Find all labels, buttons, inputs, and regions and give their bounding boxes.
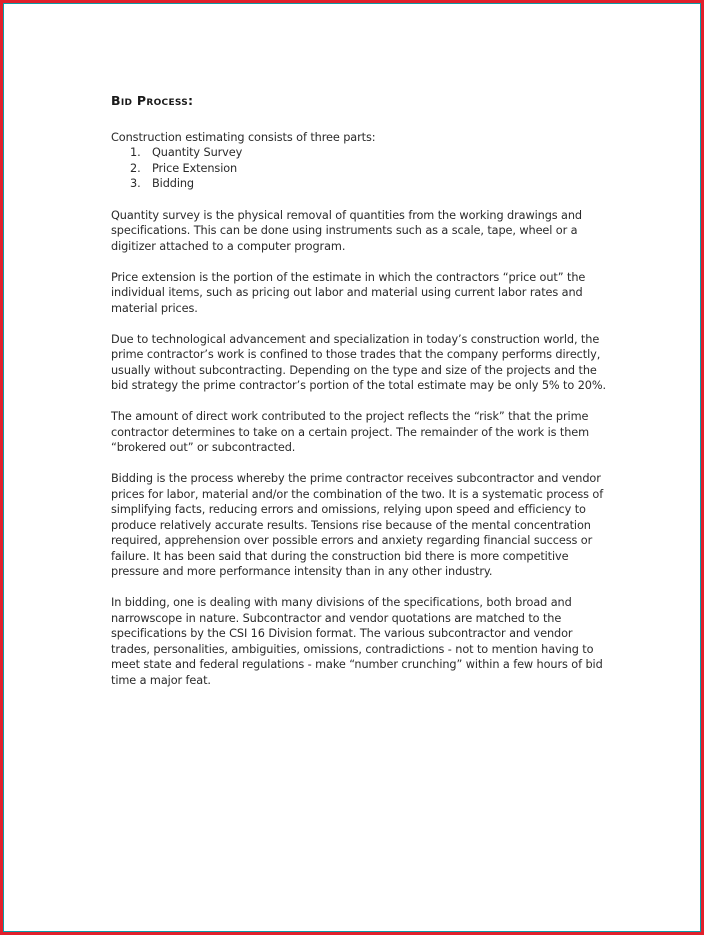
paragraph-direct-work: The amount of direct work contributed to the project reflects the “risk” that the prime contractor determines to take on a certain project. The remainder of the work is them “brokered out” or subcontracted.: [111, 410, 590, 454]
paragraph-specialization: Due to technological advancement and specialization in today’s construction world, the prime contractor’s work is confined to those trades that the company performs directly, usually without subcontracting. Depending on the type and size of the projects and the bid strategy the prime contractor’s portion of the total estimate may be only 5% to 20%.: [111, 332, 606, 392]
paragraph-bidding: Bidding is the process whereby the prime contractor receives subcontractor and vendor prices for labor, material and/or the combination of the two. It is a systematic process of simplifying facts, reducing errors and omissions, relying upon speed and efficiency to produce relatively accurate results. Tensions rise because of the mental concentration required, apprehension over possible errors and anxiety regarding financial success or failure. It has been said that during the construction bid there is more competitive pressure and more performance intensity than in any other industry.: [111, 472, 604, 578]
intro-text: Construction estimating consists of three parts:: [111, 130, 376, 144]
parts-list: [111, 145, 611, 192]
list-item-number: 2.: [130, 161, 141, 175]
paragraph-divisions: In bidding, one is dealing with many divisions of the specifications, both broad and narrowscope in nature. Subcontractor and vendor quotations are matched to the specifications by the CSI 16 Division format. The various subcontractor and vendor trades, personalities, ambiguities, omissions, contradictions - not to mention having to meet state and federal regulations - make “number crunching” within a few hours of bid time a major feat.: [111, 596, 603, 687]
list-item-number: 3.: [130, 177, 141, 190]
paragraph-price-extension: Price extension is the portion of the estimate in which the contractors “price out” the individual items, such as pricing out labor and material using current labor rates and material prices.: [111, 270, 586, 315]
document-page: [111, 93, 611, 704]
page-title: Bid Process:: [111, 93, 194, 108]
paragraph-quantity-survey: Quantity survey is the physical removal of quantities from the working drawings and specifications. This can be done using instruments such as a scale, tape, wheel or a digitizer attached to a computer program.: [111, 208, 583, 253]
list-item: [111, 176, 611, 192]
list-item-text: Quantity Survey: [152, 146, 243, 159]
list-item-text: Price Extension: [152, 161, 238, 175]
list-item: [111, 161, 611, 177]
list-item-number: 1.: [130, 146, 141, 159]
list-item-text: Bidding: [152, 177, 194, 190]
list-item: [111, 145, 611, 161]
